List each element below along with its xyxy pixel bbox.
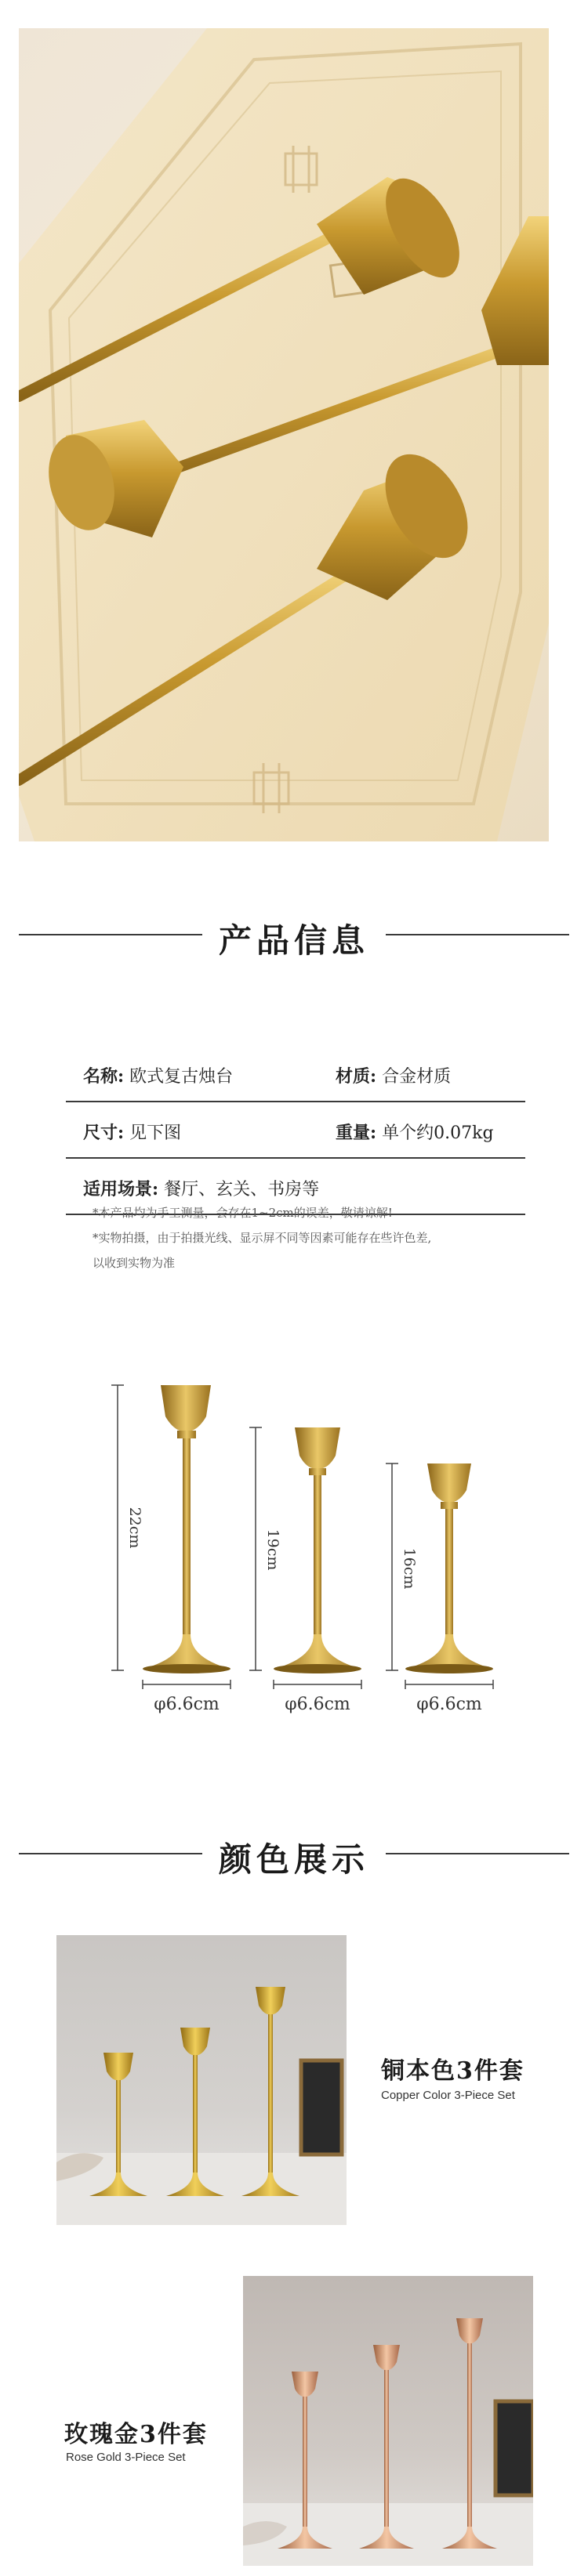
info-row [66,1046,525,1102]
info-key-material: 材质: [336,1066,377,1087]
hero-candlesticks-illustration [19,28,549,841]
info-value-material: 合金材质 [382,1067,452,1087]
section-title: 颜色展示 [218,1840,369,1879]
note-line: 以收到实物为准 [93,1256,176,1270]
diameter-label: φ6.6cm [285,1695,350,1714]
info-value-size: 见下图 [129,1123,182,1143]
height-label: 19cm [264,1529,281,1571]
section-title: 产品信息 [218,921,369,960]
info-key-scenes: 适用场景: [83,1179,159,1199]
height-label: 22cm [126,1507,143,1549]
info-key-name: 名称: [83,1066,125,1087]
info-row [66,1102,525,1159]
info-value-weight: 单个约0.07kg [382,1123,494,1143]
heading-divider-right [386,934,569,935]
candlestick-22cm [143,1385,230,1673]
diameter-label: φ6.6cm [416,1695,482,1714]
hero-photo [19,28,549,841]
color-display-heading [0,1829,588,1879]
height-label: 16cm [401,1547,418,1590]
diameter-label: φ6.6cm [154,1695,220,1714]
dimension-diagram [102,1348,510,1716]
info-key-size: 尺寸: [83,1123,125,1143]
info-value-name: 欧式复古烛台 [129,1067,234,1087]
product-info-table [66,1046,525,1215]
note-line: *本产品均为手工测量，会存在1~2cm的误差，敬请谅解! [93,1206,393,1220]
rose-gold-set-title: 玫瑰金3件套 [64,2421,208,2448]
candlestick-19cm [274,1427,361,1673]
copper-set-photo [56,1935,347,2225]
copper-set-subtitle: Copper Color 3-Piece Set [381,2089,515,2102]
heading-divider-right [386,1853,569,1854]
info-key-weight: 重量: [336,1123,377,1143]
copper-set-title: 铜本色3件套 [381,2057,524,2085]
rose-gold-set-photo [243,2276,533,2566]
note-line: *实物拍摄，由于拍摄光线、显示屏不同等因素可能存在些许色差, [93,1231,432,1245]
info-value-scenes: 餐厅、玄关、书房等 [164,1180,320,1199]
rose-gold-set-subtitle: Rose Gold 3-Piece Set [66,2451,186,2464]
product-info-heading [0,910,588,960]
measurement-notes [93,1200,516,1275]
